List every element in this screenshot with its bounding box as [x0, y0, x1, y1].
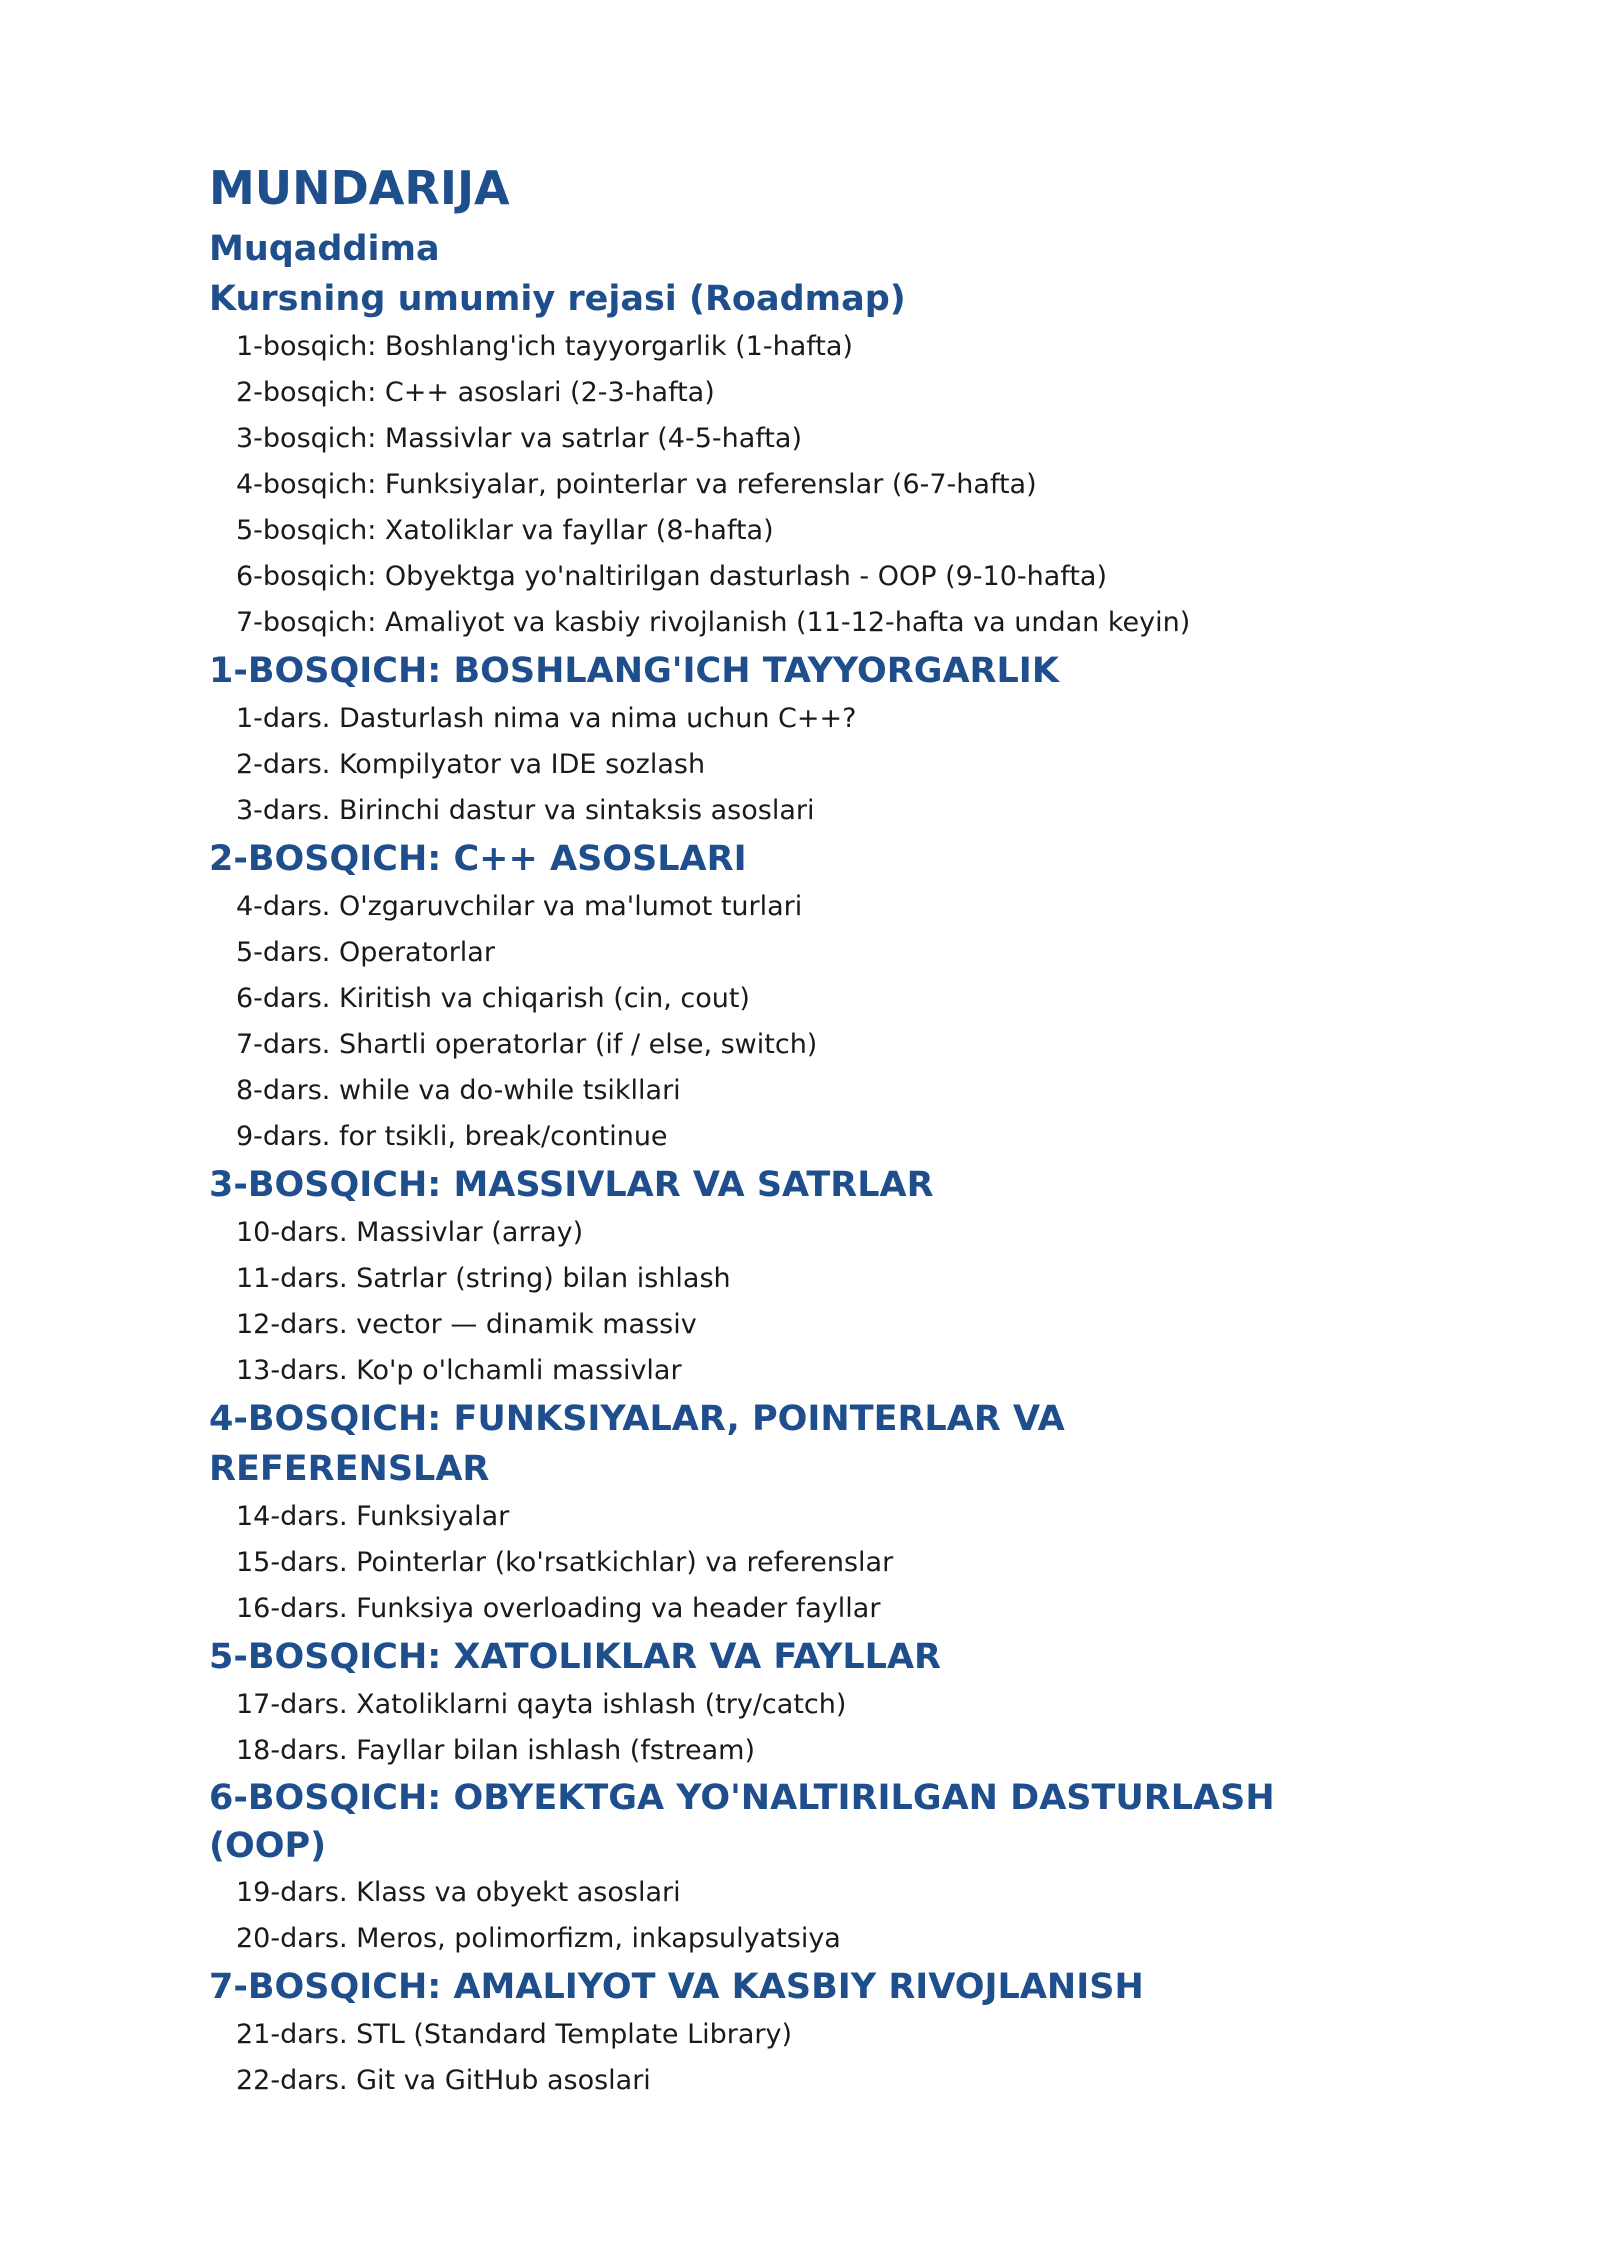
toc-lesson-item[interactable]: 18-dars. Fayllar bilan ishlash (fstream): [236, 1735, 755, 1766]
toc-roadmap-item[interactable]: 1-bosqich: Boshlang'ich tayyorgarlik (1-hafta): [236, 331, 853, 362]
toc-roadmap-item[interactable]: 6-bosqich: Obyektga yo'naltirilgan dasturlash - OOP (9-10-hafta): [236, 561, 1108, 592]
toc-lesson-item[interactable]: 10-dars. Massivlar (array): [236, 1217, 584, 1248]
toc-roadmap-item[interactable]: 4-bosqich: Funksiyalar, pointerlar va referenslar (6-7-hafta): [236, 469, 1037, 500]
toc-stage-heading[interactable]: 6-BOSQICH: OBYEKTGA YO'NALTIRILGAN DASTURLASH (OOP): [209, 1778, 1275, 1866]
toc-lesson-item[interactable]: 9-dars. for tsikli, break/continue: [236, 1121, 668, 1152]
toc-stage-heading[interactable]: 1-BOSQICH: BOSHLANG'ICH TAYYORGARLIK: [209, 651, 1059, 691]
toc-stage-heading[interactable]: 2-BOSQICH: C++ ASOSLARI: [209, 839, 747, 879]
toc-roadmap-item[interactable]: 7-bosqich: Amaliyot va kasbiy rivojlanish (11-12-hafta va undan keyin): [236, 607, 1191, 638]
toc-lesson-item[interactable]: 13-dars. Ko'p o'lchamli massivlar: [236, 1355, 682, 1386]
toc-lesson-item[interactable]: 21-dars. STL (Standard Template Library): [236, 2019, 793, 2050]
toc-lesson-item[interactable]: 15-dars. Pointerlar (ko'rsatkichlar) va referenslar: [236, 1547, 894, 1578]
toc-link-roadmap[interactable]: Kursning umumiy rejasi (Roadmap): [209, 279, 906, 319]
toc-roadmap-item[interactable]: 2-bosqich: C++ asoslari (2-3-hafta): [236, 377, 715, 408]
toc-lesson-item[interactable]: 12-dars. vector — dinamik massiv: [236, 1309, 697, 1340]
toc-stage-heading[interactable]: 5-BOSQICH: XATOLIKLAR VA FAYLLAR: [209, 1637, 942, 1677]
toc-lesson-item[interactable]: 5-dars. Operatorlar: [236, 937, 495, 968]
toc-lesson-item[interactable]: 2-dars. Kompilyator va IDE sozlash: [236, 749, 706, 780]
toc-link-intro[interactable]: Muqaddima: [209, 229, 440, 269]
toc-lesson-item[interactable]: 1-dars. Dasturlash nima va nima uchun C++?: [236, 703, 857, 734]
toc-roadmap-item[interactable]: 3-bosqich: Massivlar va satrlar (4-5-hafta): [236, 423, 802, 454]
toc-lesson-item[interactable]: 22-dars. Git va GitHub asoslari: [236, 2065, 651, 2096]
toc-lesson-item[interactable]: 6-dars. Kiritish va chiqarish (cin, cout): [236, 983, 750, 1014]
toc-lesson-item[interactable]: 4-dars. O'zgaruvchilar va ma'lumot turlari: [236, 891, 803, 922]
toc-lesson-item[interactable]: 8-dars. while va do-while tsikllari: [236, 1075, 681, 1106]
toc-lesson-item[interactable]: 19-dars. Klass va obyekt asoslari: [236, 1877, 681, 1908]
toc-lesson-item[interactable]: 20-dars. Meros, polimorfizm, inkapsulyatsiya: [236, 1923, 841, 1954]
toc-lesson-item[interactable]: 17-dars. Xatoliklarni qayta ishlash (try/catch): [236, 1689, 847, 1720]
toc-title: MUNDARIJA: [209, 161, 510, 215]
toc-lesson-item[interactable]: 3-dars. Birinchi dastur va sintaksis asoslari: [236, 795, 815, 826]
toc-lesson-item[interactable]: 7-dars. Shartli operatorlar (if / else, switch): [236, 1029, 818, 1060]
toc-roadmap-item[interactable]: 5-bosqich: Xatoliklar va fayllar (8-hafta): [236, 515, 774, 546]
toc-stage-heading[interactable]: 3-BOSQICH: MASSIVLAR VA SATRLAR: [209, 1165, 934, 1205]
table-of-contents: [209, 152, 1351, 2104]
toc-stage-heading[interactable]: 4-BOSQICH: FUNKSIYALAR, POINTERLAR VA REFERENSLAR: [209, 1399, 1065, 1489]
toc-lesson-item[interactable]: 14-dars. Funksiyalar: [236, 1501, 510, 1532]
toc-stage-heading[interactable]: 7-BOSQICH: AMALIYOT VA KASBIY RIVOJLANISH: [209, 1967, 1144, 2007]
toc-lesson-item[interactable]: 16-dars. Funksiya overloading va header fayllar: [236, 1593, 881, 1624]
toc-lesson-item[interactable]: 11-dars. Satrlar (string) bilan ishlash: [236, 1263, 731, 1294]
